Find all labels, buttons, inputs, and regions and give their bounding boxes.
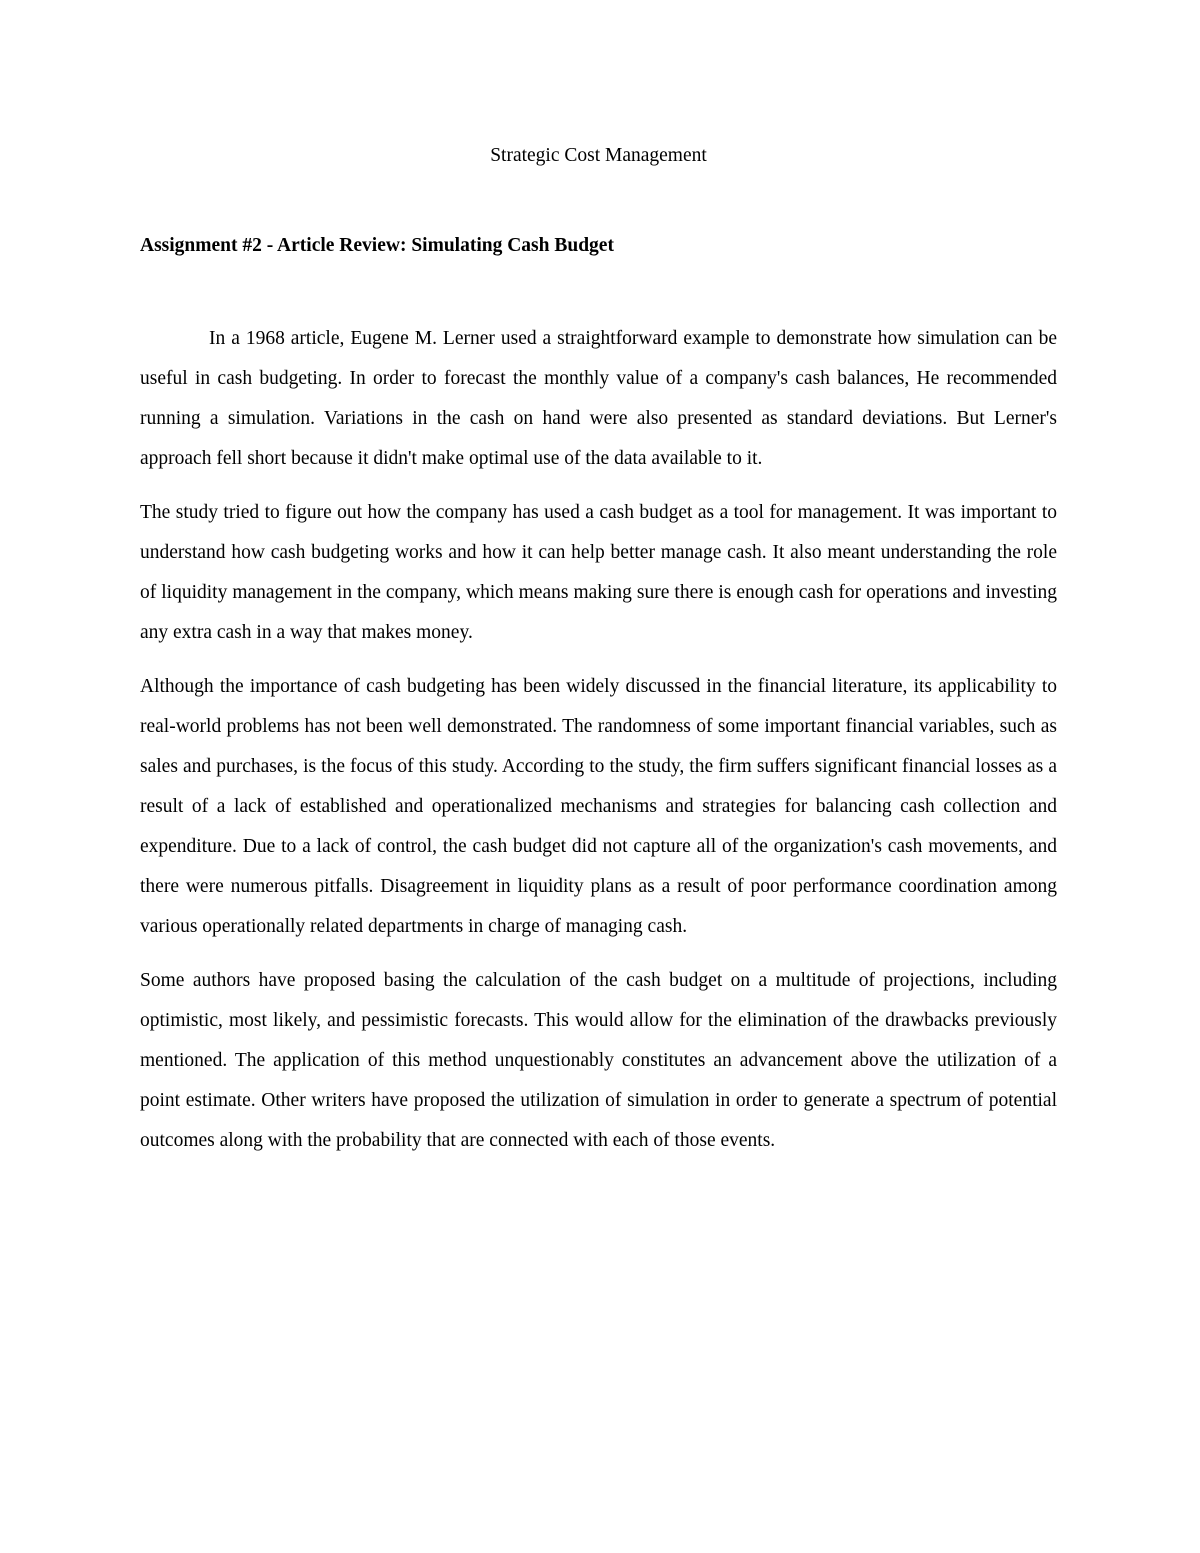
paragraph-intro: In a 1968 article, Eugene M. Lerner used a straightforward example to demonstrate how simulation can be useful in cash budgeting. In order to forecast the monthly value of a company's cash balances, He recommended running a simulation. Variations in the cash on hand were also presented as standard deviations. But Lerner's approach fell short because it didn't make optimal use of the data available to it. — [140, 328, 1057, 469]
article-body — [140, 319, 1057, 1161]
paragraph-proposals: Some authors have proposed basing the calculation of the cash budget on a multitude of projections, including optimistic, most likely, and pessimistic forecasts. This would allow for the elimination of the drawbacks previously mentioned. The application of this method unquestionably constitutes an advancement above the utilization of a point estimate. Other writers have proposed the utilization of simulation in order to generate a spectrum of potential outcomes along with the probability that are connected with each of those events. — [140, 970, 1057, 1151]
document-content — [140, 136, 1057, 1175]
paragraph-findings: Although the importance of cash budgeting has been widely discussed in the financial literature, its applicability to real-world problems has not been well demonstrated. The randomness of some important financial variables, such as sales and purchases, is the focus of this study. According to the study, the firm suffers significant financial losses as a result of a lack of established and operationalized mechanisms and strategies for balancing cash collection and expenditure. Due to a lack of control, the cash budget did not capture all of the organization's cash movements, and there were numerous pitfalls. Disagreement in liquidity plans as a result of poor performance coordination among various operationally related departments in charge of managing cash. — [140, 676, 1057, 937]
assignment-title: Assignment #2 - Article Review: Simulating Cash Budget — [140, 235, 614, 256]
paragraph-study-purpose: The study tried to figure out how the company has used a cash budget as a tool for management. It was important to understand how cash budgeting works and how it can help better manage cash. It also meant understanding the role of liquidity management in the company, which means making sure there is enough cash for operations and investing any extra cash in a way that makes money. — [140, 502, 1057, 643]
course-title: Strategic Cost Management — [490, 145, 707, 166]
